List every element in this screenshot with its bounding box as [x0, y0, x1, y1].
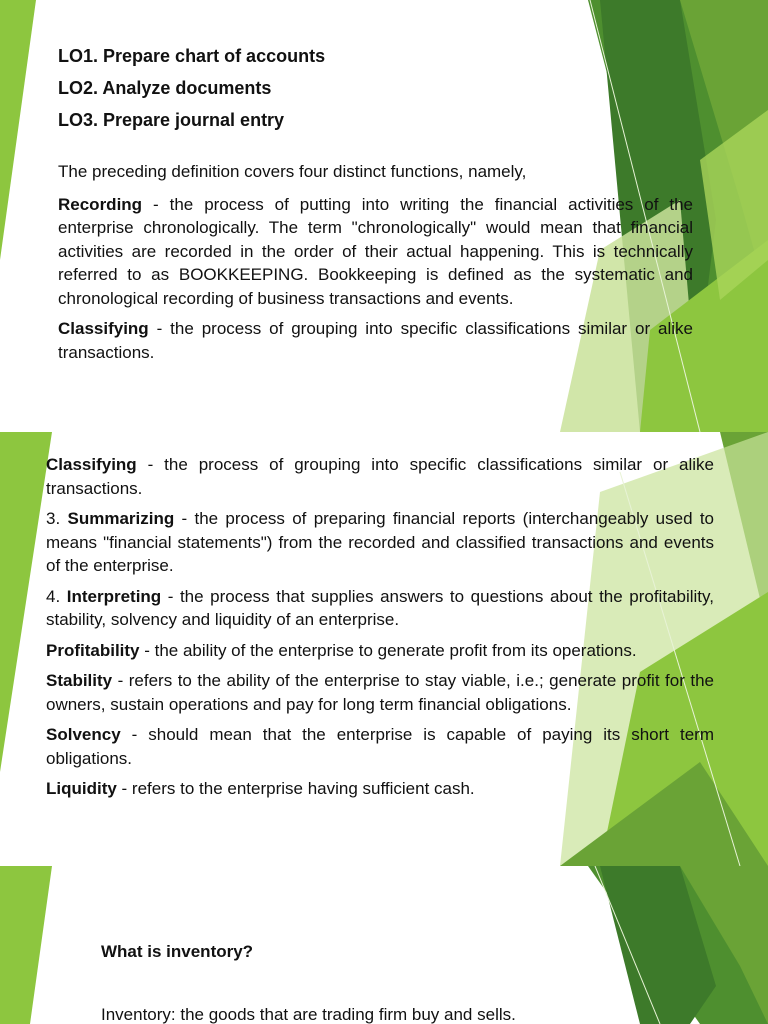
summarizing-term: Summarizing — [67, 509, 175, 528]
solvency-term: Solvency — [46, 725, 121, 744]
classifying-text: - the process of grouping into specific classifications similar or alike transactions. — [46, 455, 714, 498]
classifying-definition — [58, 317, 693, 364]
interpreting-term: Interpreting — [66, 586, 162, 606]
slide-1-content — [58, 44, 693, 371]
learning-objective-3: LO3. Prepare journal entry — [58, 110, 285, 130]
inventory-question: What is inventory? — [101, 942, 254, 961]
classifying-term: Classifying — [46, 455, 137, 474]
learning-objective-2: LO2. Analyze documents — [58, 78, 272, 98]
stability-definition — [46, 669, 714, 716]
slide-3 — [0, 866, 768, 1024]
summarizing-text: - the process of preparing financial reports (interchangeably used to means "financial statements") from the recorded and classified transactions and events of the enterprise. — [46, 509, 714, 575]
liquidity-text: - refers to the enterprise having sufficient cash. — [116, 779, 475, 798]
slide-1 — [0, 0, 768, 432]
intro-text: The preceding definition covers four distinct functions, namely, — [58, 162, 527, 181]
summarizing-definition — [46, 507, 714, 578]
learning-objective-1: LO1. Prepare chart of accounts — [58, 46, 326, 66]
solvency-text: - should mean that the enterprise is capable of paying its short term obligations. — [46, 725, 714, 768]
interpreting-definition — [46, 585, 714, 632]
profitability-definition — [46, 639, 714, 663]
inventory-answer: Inventory: the goods that are trading firm buy and sells. — [101, 1004, 516, 1024]
slide-2 — [0, 432, 768, 866]
stability-term: Stability — [46, 671, 113, 690]
slide-2-content — [46, 453, 714, 808]
stability-text: - refers to the ability of the enterprise to stay viable, i.e.; generate profit for the owners, sustain operations and pay for long term financial obligations. — [46, 671, 714, 714]
interpreting-number: 4. — [46, 586, 67, 606]
recording-text: - the process of putting into writing the financial activities of the enterprise chronologically. The term "chronologically" would mean that financial activities are recorded in the order of their actual happening. This is technically referred to as BOOKKEEPING. Bookkeeping is defined as the systematic and chronological recording of business transactions and events. — [58, 194, 693, 308]
solvency-definition — [46, 723, 714, 770]
profitability-text: - the ability of the enterprise to generate profit from its operations. — [139, 640, 637, 660]
classifying-text: - the process of grouping into specific classifications similar or alike transactions. — [58, 319, 693, 362]
recording-term: Recording — [58, 194, 143, 214]
classifying-term: Classifying — [58, 319, 149, 338]
recording-definition — [58, 193, 693, 311]
liquidity-term: Liquidity — [46, 779, 117, 798]
summarizing-number: 3. — [46, 509, 68, 528]
classifying-definition — [46, 453, 714, 500]
liquidity-definition — [46, 777, 714, 801]
profitability-term: Profitability — [46, 640, 140, 660]
slide-3-content — [101, 940, 661, 1024]
interpreting-text: - the process that supplies answers to questions about the profitability, stability, solvency and liquidity of an enterprise. — [46, 586, 714, 629]
